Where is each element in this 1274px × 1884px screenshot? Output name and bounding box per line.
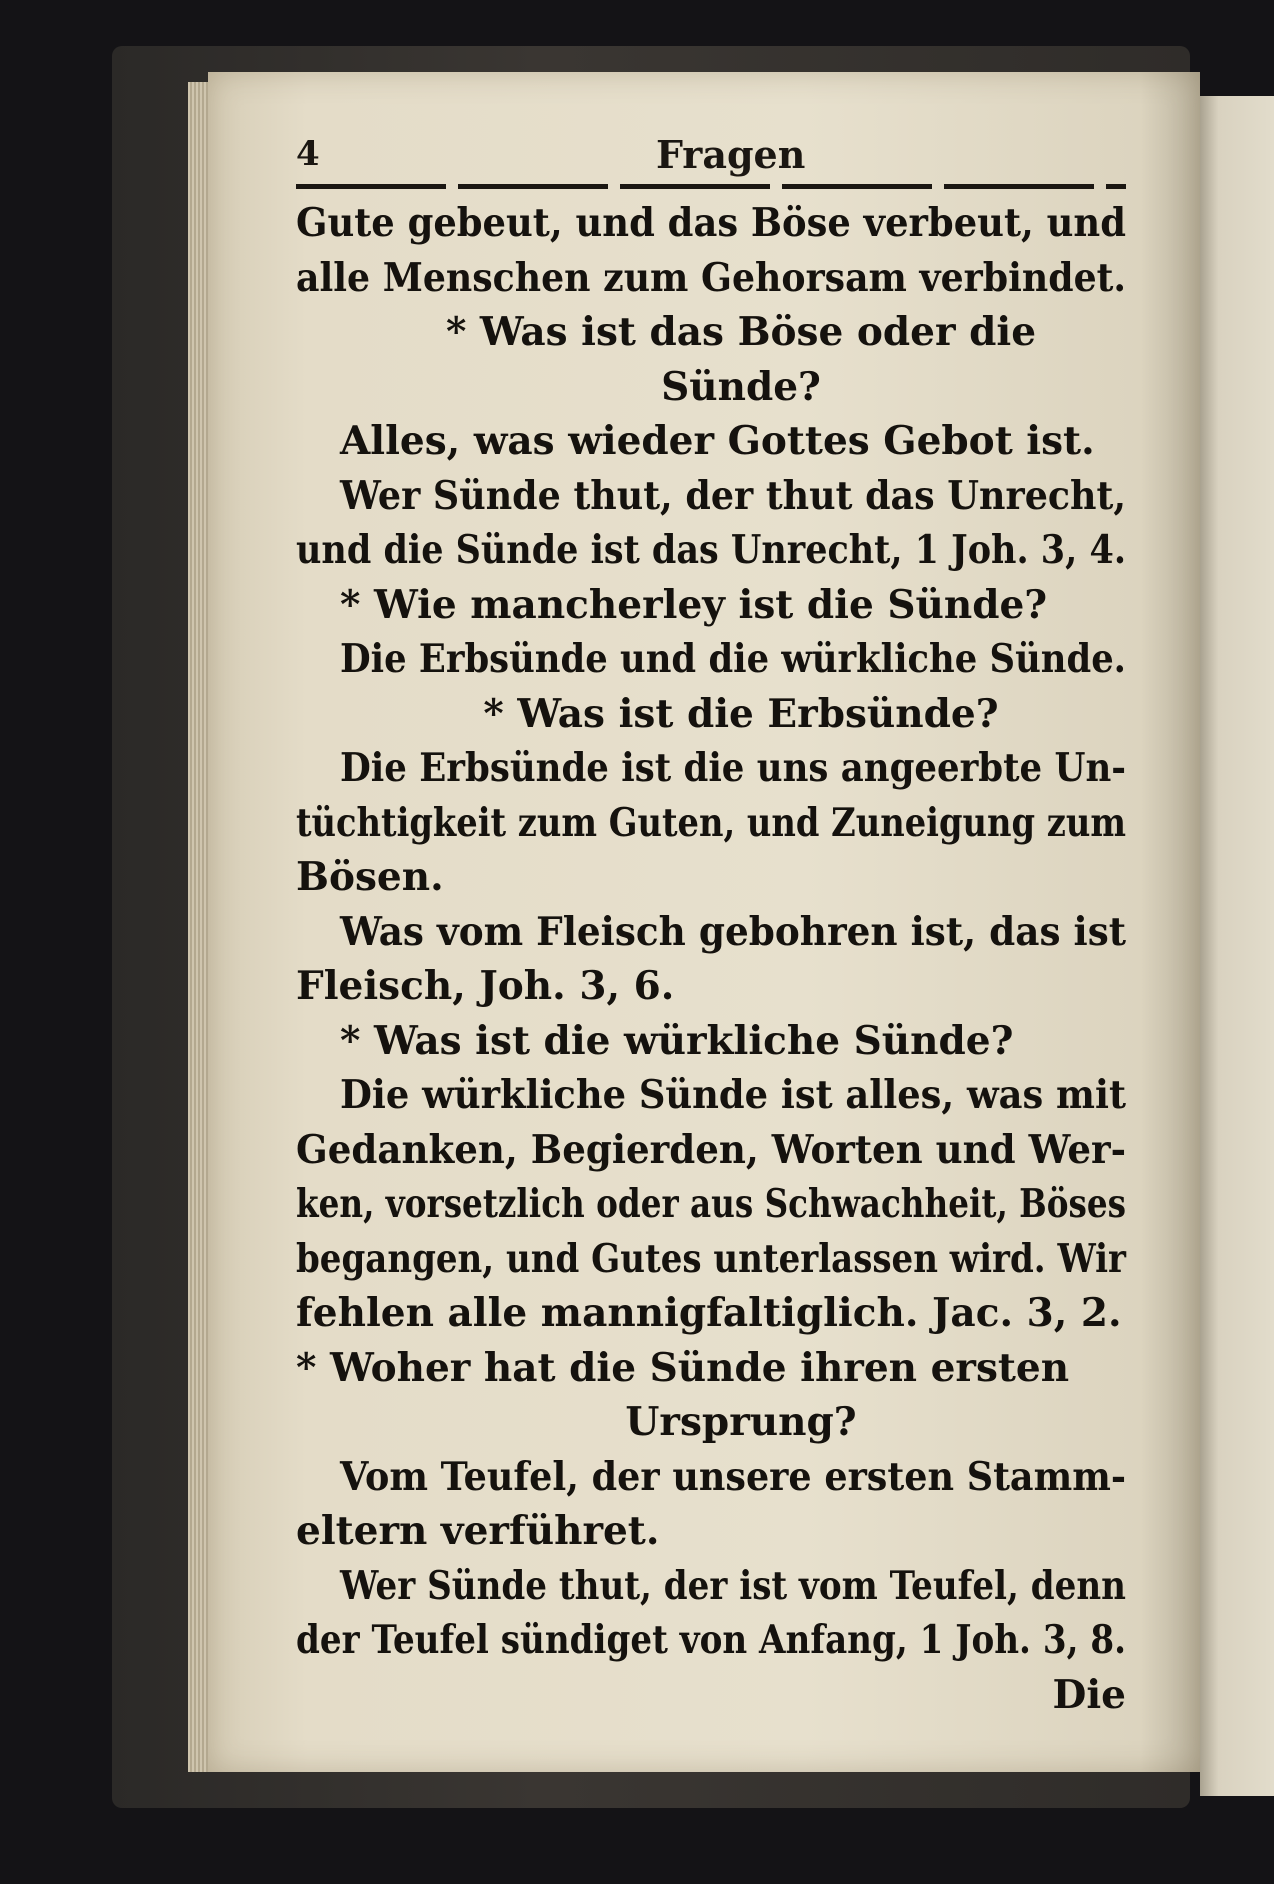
text-line: * Was ist das Böse oder die: [445, 309, 1037, 355]
page-stack-edges: [188, 82, 208, 1772]
text-line: * Was ist die würkliche Sünde?: [340, 1017, 1014, 1064]
text-line: Fleisch, Joh. 3, 6.: [296, 963, 675, 1009]
text-line: * Wie mancherley ist die Sünde?: [340, 581, 1048, 628]
page-text: [296, 196, 1126, 1722]
text-line: der Teufel sündiget von Anfang, 1 Joh. 3, 8.: [296, 1617, 1126, 1663]
text-line: fehlen alle mannigfaltiglich. Jac. 3, 2.: [296, 1290, 1122, 1336]
text-line: ken, vorsetzlich oder aus Schwachheit, Böses: [296, 1181, 1126, 1227]
text-line: Bösen.: [296, 854, 444, 900]
text-line: alle Menschen zum Gehorsam verbindet.: [296, 254, 1126, 301]
book-page: [208, 72, 1200, 1772]
text-line: begangen, und Gutes unterlassen wird. Wir: [296, 1235, 1126, 1282]
text-line: Die würkliche Sünde ist alles, was mit: [340, 1072, 1126, 1118]
text-line: Gedanken, Begierden, Worten und Wer-: [296, 1126, 1126, 1173]
text-line: Sünde?: [661, 363, 821, 410]
text-line: * Woher hat die Sünde ihren ersten: [296, 1344, 1070, 1391]
text-line: Vom Teufel, der unsere ersten Stamm-: [340, 1453, 1126, 1500]
text-line: Alles, was wieder Gottes Gebot ist.: [340, 418, 1095, 464]
text-line: Die Erbsünde ist die uns angeerbte Un-: [340, 745, 1126, 791]
text-line: Gute gebeut, und das Böse verbeut, und: [296, 200, 1126, 246]
text-line: und die Sünde ist das Unrecht, 1 Joh. 3, 4.: [296, 527, 1126, 573]
text-line: Wer Sünde thut, der thut das Unrecht,: [340, 472, 1126, 519]
page-header: [296, 132, 1126, 177]
header-rule: [296, 184, 1126, 189]
facing-page-edge: [1200, 96, 1274, 1796]
text-line: Die Erbsünde und die würkliche Sünde.: [340, 636, 1126, 682]
text-line: Ursprung?: [625, 1399, 857, 1445]
text-line: tüchtigkeit zum Guten, und Zuneigung zum: [296, 799, 1126, 846]
text-line: * Was ist die Erbsünde?: [483, 690, 999, 737]
text-line: eltern verführet.: [296, 1508, 660, 1554]
page-number: 4: [296, 134, 320, 174]
text-line: Wer Sünde thut, der ist vom Teufel, denn: [340, 1562, 1126, 1609]
text-line: Was vom Fleisch gebohren ist, das ist: [340, 908, 1126, 955]
text-line: Die: [1052, 1671, 1126, 1718]
running-title: Fragen: [656, 132, 806, 177]
